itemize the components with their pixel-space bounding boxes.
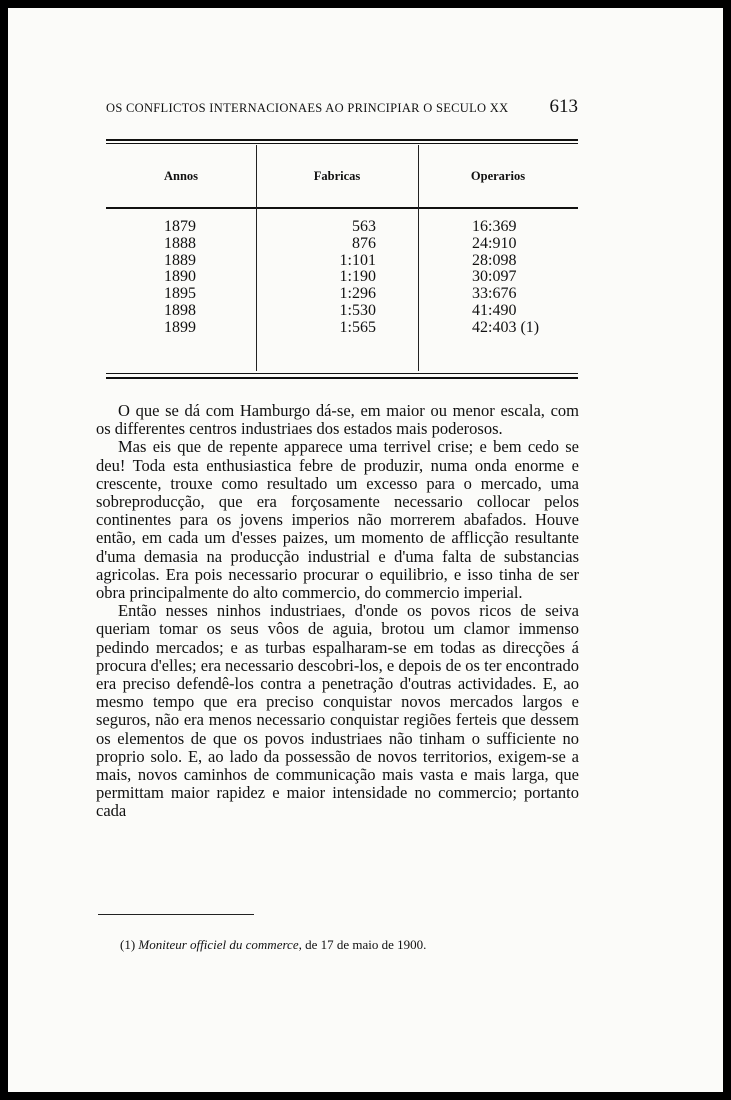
- header-fabricas: Fabricas: [313, 169, 361, 183]
- table-header-rule: [106, 207, 578, 209]
- cell-operarios: 28:098: [472, 251, 517, 269]
- cell-fabricas: 1:296: [339, 285, 376, 303]
- cell-operarios: 41:490: [472, 301, 517, 319]
- cell-operarios: 24:910: [472, 234, 517, 252]
- column-annos: [164, 219, 196, 337]
- paragraph: O que se dá com Hamburgo dá-se, em maior ou menor escala, com os differentes centros industriaes dos estados mais poderosos.: [96, 401, 579, 439]
- cell-year: 1895: [164, 285, 196, 303]
- cell-operarios: 42:403 (1): [472, 318, 540, 336]
- header-annos: Annos: [163, 169, 199, 183]
- cell-year: 1888: [164, 234, 196, 252]
- cell-year: 1890: [164, 268, 196, 286]
- column-fabricas: [316, 219, 376, 337]
- running-title: OS CONFLICTOS INTERNACIONAES AO PRINCIPIAR O SECULO XX: [106, 101, 509, 115]
- header-operarios: Operarios: [470, 169, 526, 183]
- page-header: [106, 96, 578, 118]
- cell-fabricas: 1:565: [339, 318, 376, 336]
- page-number: 613: [549, 96, 578, 117]
- cell-fabricas: 1:190: [339, 268, 376, 286]
- cell-fabricas: 1:101: [339, 251, 376, 269]
- body-text: [96, 402, 579, 821]
- column-operarios: [472, 219, 539, 337]
- footnote-date: de 17 de maio de 1900.: [305, 937, 427, 952]
- footnote-marker: (1): [120, 937, 136, 952]
- cell-year: 1879: [164, 218, 196, 235]
- cell-year: 1898: [164, 301, 196, 319]
- statistics-table: [106, 139, 578, 380]
- cell-fabricas: 1:530: [339, 301, 376, 319]
- cell-operarios: 16:369: [472, 218, 517, 235]
- cell-operarios: 30:097: [472, 268, 517, 286]
- table-bottom-rule-thin: [106, 373, 578, 374]
- table-top-rule-thin: [106, 143, 578, 144]
- cell-operarios: 33:676: [472, 285, 517, 303]
- paragraph: Então nesses ninhos industriaes, d'onde os povos ricos de seiva queriam tomar os seus vôos de aguia, brotou um clamor immenso pedindo mercados; e as turbas espalharam-se em todas as direcções á procura d'elles; era necessario descobri-los, e depois de os ter encontrado era preciso defendê-los contra a penetração d'outras actividades. E, ao mesmo tempo que era preciso conquistar novos mercados largos e seguros, não era menos necessario conquistar regiões ferteis que dessem os elementos de que os povos industriaes não tinham o sufficiente no proprio solo. E, ao lado da possessão de novos territorios, exigem-se a mais, novos caminhos de communicação mais vasta e mais larga, que permittam maior rapidez e maior intensidade no commercio; portanto cada: [96, 601, 579, 821]
- footnote: [120, 937, 580, 953]
- footnote-rule: [98, 914, 254, 915]
- cell-fabricas: 876: [352, 234, 376, 252]
- cell-year: 1899: [164, 318, 196, 336]
- book-page: [8, 8, 723, 1092]
- cell-year: 1889: [164, 251, 196, 269]
- table-bottom-rule: [106, 377, 578, 379]
- paragraph: Mas eis que de repente apparece uma terrivel crise; e bem cedo se deu! Toda esta enthusiastica febre de produzir, numa onda enorme e crescente, trouxe como resultado um excesso para o mercado, uma sobreproducção, que era forçosamente necessario collocar pelos continentes para os jovens imperios não morrerem abafados. Houve então, em cada um d'esses paizes, um momento de afflicção resultante d'uma demasia na producção industrial e d'uma falta de substancias agricolas. Era pois necessario procurar o equilibrio, e isso tinha de ser obra principalmente do alto commercio, do commercio imperial.: [96, 437, 579, 603]
- table-top-rule: [106, 139, 578, 141]
- cell-fabricas: 563: [352, 218, 376, 235]
- footnote-source: Moniteur officiel du commerce,: [138, 937, 302, 952]
